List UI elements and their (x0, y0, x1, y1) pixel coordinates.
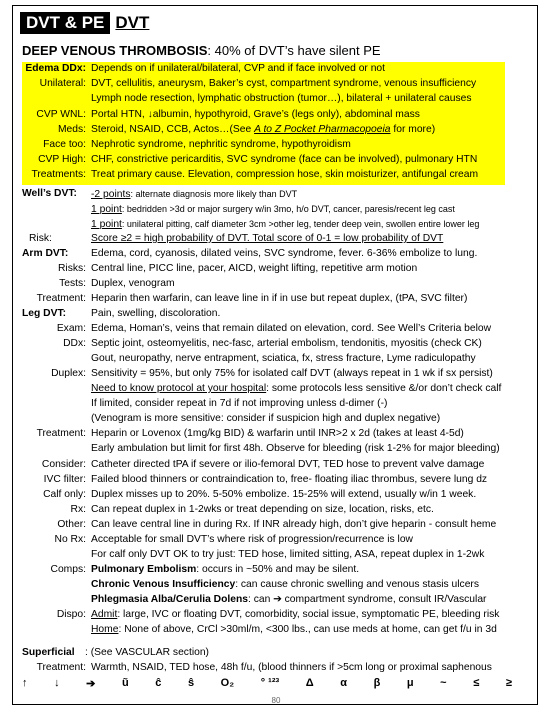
row-body: DVT, cellulitis, aneurysm, Baker’s cyst, compartment syndrome, venous insufficiency (91, 78, 477, 90)
leg-row (13, 549, 539, 561)
row-label: No Rx: (54, 533, 86, 545)
wells-criteria: : unilateral pitting, calf diameter 3cm >other leg, tender deep vein, swollen entire lower leg (121, 219, 480, 229)
row-body: : some protocols less sensitive &/or don’t check calf (266, 383, 502, 395)
wells-text (91, 188, 297, 201)
row-body: Catheter directed tPA if severe or ilio-femoral DVT, TED hose to prevent valve damage (91, 458, 485, 470)
edema-row (13, 93, 539, 105)
page-frame (12, 5, 538, 705)
symbol-glyph: ↑ (22, 677, 28, 689)
row-body: Gout, neuropathy, nerve entrapment, sciatica, fx, stress fracture, Lyme radiculopathy (91, 353, 476, 365)
symbol-glyph: ≥ (505, 677, 512, 689)
row-text (91, 428, 464, 440)
row-text (91, 519, 496, 531)
row-text (91, 263, 417, 275)
bold-term: Chronic Venous Insufficiency (91, 578, 236, 590)
row-body: Failed blood thinners or contraindication to, free- floating iliac thrombus, severe lung dz (91, 473, 488, 485)
underlined-term: Need to know protocol at your hospital (91, 383, 267, 395)
row-label: Comps: (50, 563, 86, 575)
leg-row (13, 459, 539, 471)
row-text (91, 109, 420, 121)
wells-risk-text: Score ≥2 = high probability of DVT. Total score of 0-1 = low probability of DVT (91, 233, 444, 244)
symbol-row (22, 677, 512, 691)
bold-term: Pulmonary Embolism (91, 563, 197, 575)
row-label: Meds: (57, 123, 86, 135)
row-body: Can leave central line in during Rx. If INR already high, don’t give heparin - consult heme (91, 518, 497, 530)
header-subtitle: DVT (115, 13, 150, 32)
wells-criteria: : bedridden >3d or major surgery w/in 3mo, h/o DVT, cancer, paresis/recent leg cast (121, 204, 455, 214)
row-label: Treatment: (36, 428, 86, 440)
row-body: Heparin or Lovenox (1mg/kg BID) & warfarin until INR>2 x 2d (takes at least 4-5d) (91, 428, 464, 440)
page-number: 80 (271, 696, 281, 705)
header-box: DVT & PE (20, 12, 110, 34)
row-label: Other: (57, 518, 86, 530)
leg-row (13, 398, 539, 410)
leg-row (13, 624, 539, 636)
row-body: Duplex misses up to 20%. 5-50% embolize. 15-25% will extend, usually w/in 1 week. (91, 488, 477, 500)
leg-row (13, 368, 539, 380)
row-text (91, 124, 435, 136)
arm-row (13, 278, 539, 290)
row-body: Nephrotic syndrome, nephritic syndrome, hypothyroidism (91, 139, 351, 150)
row-label: Unilateral: (39, 78, 86, 90)
wells-row (13, 188, 539, 200)
row-label: CVP High: (38, 154, 86, 166)
row-body: : large, IVC or floating DVT, comorbidity, social issue, symptomatic PE, bleeding risk (117, 609, 500, 620)
row-text (91, 154, 477, 166)
leg-row (13, 338, 539, 350)
row-label: Exam: (56, 323, 86, 335)
superficial-label: Superficial (22, 647, 75, 658)
row-label: Calf only: (43, 488, 86, 500)
leg-row (13, 579, 539, 591)
title-rest: : 40% of DVT’s have silent PE (207, 43, 381, 58)
symbol-glyph: ~ (440, 677, 447, 689)
leg-row (13, 443, 539, 455)
row-body: Duplex, venogram (91, 278, 175, 289)
row-text (91, 398, 387, 410)
row-text (91, 338, 482, 350)
row-body: Septic joint, osteomyelitis, nec-fasc, arterial embolism, tendonitis, myositis (check CK) (91, 338, 482, 350)
leg-row (13, 308, 539, 320)
underlined-term: Admit (91, 609, 118, 620)
row-text (91, 489, 476, 501)
leg-row (13, 564, 539, 576)
row-text (91, 594, 486, 606)
row-body: : can ➔ compartment syndrome, consult IR/Vascular (247, 593, 487, 605)
row-label: Arm DVT: (22, 248, 69, 259)
leg-row (13, 428, 539, 440)
row-text (91, 139, 351, 151)
leg-row (13, 519, 539, 531)
row-label: Treatments: (31, 169, 86, 181)
arm-row (13, 293, 539, 305)
row-body: Acceptable for small DVT’s where risk of progression/recurrence is low (91, 533, 413, 545)
title-bold: DEEP VENOUS THROMBOSIS (22, 43, 208, 58)
symbol-glyph: ↓ (54, 677, 60, 689)
row-text (91, 169, 478, 181)
edema-row (13, 139, 539, 151)
page-title (22, 43, 381, 58)
row-text (91, 293, 467, 305)
row-text (91, 248, 477, 260)
row-text (91, 549, 484, 561)
row-text (91, 564, 359, 576)
row-label: Treatment: (36, 662, 86, 673)
leg-row (13, 353, 539, 365)
row-body: Treat primary cause. Elevation, compression hose, skin moisturizer, antifungal cream (91, 169, 479, 181)
row-body: Early ambulation but limit for first 48h. Observe for bleeding (risk 1-2% for major bleeding) (91, 443, 500, 455)
row-body: If limited, consider repeat in 7d if not improving unless d-dimer (-) (91, 398, 388, 410)
row-body: Steroid, NSAID, CCB, Actos…(See (91, 123, 255, 135)
edema-row (13, 124, 539, 136)
symbol-glyph: ĉ (155, 677, 162, 689)
leg-row (13, 413, 539, 425)
row-body: : occurs in ~50% and may be silent. (196, 563, 360, 575)
leg-row (13, 504, 539, 516)
leg-row (13, 323, 539, 335)
row-text (91, 474, 487, 486)
symbol-glyph: O₂ (220, 677, 235, 689)
row-body: Portal HTN, ↓albumin, hypothyroid, Grave’s (legs only), abdominal mass (91, 108, 420, 120)
leg-row (13, 594, 539, 606)
leg-row (13, 474, 539, 486)
symbol-glyph: Δ (305, 677, 314, 689)
row-body: Pain, swelling, discoloration. (91, 308, 221, 319)
row-text (91, 579, 479, 591)
symbol-glyph: ° ¹²³ (260, 677, 280, 689)
edema-row (13, 154, 539, 166)
section-header (20, 12, 149, 34)
wells-points: 1 point (91, 204, 122, 215)
edema-row (13, 78, 539, 90)
wells-row (13, 218, 539, 230)
row-body: CHF, constrictive pericarditis, SVC syndrome (face can be involved), pulmonary HTN (91, 154, 478, 166)
row-body: Edema, Homan’s, veins that remain dilated on elevation, cord. See Well’s Criteria below (91, 323, 492, 335)
row-body-after: for more) (390, 123, 436, 135)
row-text (91, 662, 492, 674)
edema-row (13, 109, 539, 121)
row-body: Can repeat duplex in 1-2wks or treat depending on size, location, risks, etc. (91, 503, 434, 515)
row-text (91, 383, 501, 395)
row-text (91, 63, 385, 75)
row-text (91, 78, 476, 90)
leg-row (13, 489, 539, 501)
symbol-glyph: μ (406, 677, 414, 689)
row-label: DDx: (63, 338, 86, 350)
edema-row (13, 63, 539, 75)
row-body: Lymph node resection, lymphatic obstruction (tumor…), bilateral + unilateral causes (91, 93, 472, 105)
row-label: Leg DVT: (22, 308, 67, 319)
leg-row (13, 609, 539, 621)
row-body: : can cause chronic swelling and venous stasis ulcers (235, 578, 480, 590)
symbol-glyph: α (340, 677, 347, 689)
wells-text (91, 218, 479, 231)
row-body: Central line, PICC line, pacer, AICD, weight lifting, repetitive arm motion (91, 263, 418, 274)
wells-criteria: : alternate diagnosis more likely than DVT (130, 189, 298, 199)
row-body: Warmth, NSAID, TED hose, 48h f/u, (blood thinners if >5cm long or proximal saphenous (91, 662, 492, 673)
row-label: Edema DDx: (25, 63, 86, 74)
row-text (91, 93, 472, 105)
wells-points: 1 point (91, 219, 122, 230)
wells-text (91, 203, 455, 216)
row-label: Consider: (41, 458, 86, 470)
row-body: Edema, cord, cyanosis, dilated veins, SVC syndrome, fever. 6-36% embolize to lung. (91, 248, 478, 259)
wells-points: -2 points (91, 189, 131, 200)
row-label: IVC filter: (43, 473, 86, 485)
row-text (91, 368, 493, 380)
superficial-text: : (See VASCULAR section) (85, 647, 209, 658)
row-label: Risks: (57, 263, 86, 274)
arm-row (13, 248, 539, 260)
row-text (91, 323, 491, 335)
row-body: For calf only DVT OK to try just: TED hose, limited sitting, ASA, repeat duplex in 1-2wk (91, 548, 485, 560)
symbol-glyph: ≤ (473, 677, 480, 689)
row-label: CVP WNL: (36, 108, 86, 120)
symbol-glyph: β (373, 677, 381, 689)
row-text (91, 278, 175, 290)
arm-row (13, 263, 539, 275)
row-body: Heparin then warfarin, can leave line in if in use but repeat duplex, (tPA, SVC filter) (91, 293, 468, 304)
symbol-glyph: ŝ (187, 677, 195, 689)
row-label: Rx: (70, 503, 86, 515)
symbol-glyph: ➔ (86, 678, 96, 690)
leg-row (13, 534, 539, 546)
row-text (91, 534, 413, 546)
leg-row (13, 383, 539, 395)
superficial-row (13, 647, 539, 659)
row-text (91, 443, 500, 455)
wells-label: Well’s DVT: (22, 188, 77, 199)
row-label: Tests: (59, 278, 86, 289)
row-text (91, 353, 476, 365)
row-label: Dispo: (56, 609, 86, 620)
row-text (91, 624, 497, 636)
row-text (91, 308, 220, 320)
wells-risk-row (13, 233, 539, 245)
wells-risk-label: Risk: (29, 233, 52, 244)
underlined-term: Home (91, 624, 119, 636)
wells-row (13, 203, 539, 215)
row-label: Duplex: (51, 368, 86, 380)
superficial-row (13, 662, 539, 674)
row-text (91, 459, 484, 471)
row-text (91, 609, 499, 621)
row-body: Sensitivity = 95%, but only 75% for isolated calf DVT (always repeat in 1 wk if sx persist) (91, 368, 493, 380)
edema-row (13, 169, 539, 181)
row-label: Face too: (43, 139, 86, 150)
row-text (91, 504, 434, 516)
row-body: : None of above, CrCl >30ml/m, <300 lbs., can use meds at home, can get f/u in 3d (118, 624, 497, 636)
symbol-glyph: ũ (121, 677, 129, 689)
bold-term: Phlegmasia Alba/Cerulia Dolens (91, 593, 248, 605)
row-body: (Venogram is more sensitive: consider if suspicion high and duplex negative) (91, 413, 441, 425)
row-label: Treatment: (36, 293, 86, 304)
row-text (91, 413, 440, 425)
reference-link: A to Z Pocket Pharmacopoeia (254, 123, 391, 135)
row-body: Depends on if unilateral/bilateral, CVP and if face involved or not (91, 63, 386, 74)
